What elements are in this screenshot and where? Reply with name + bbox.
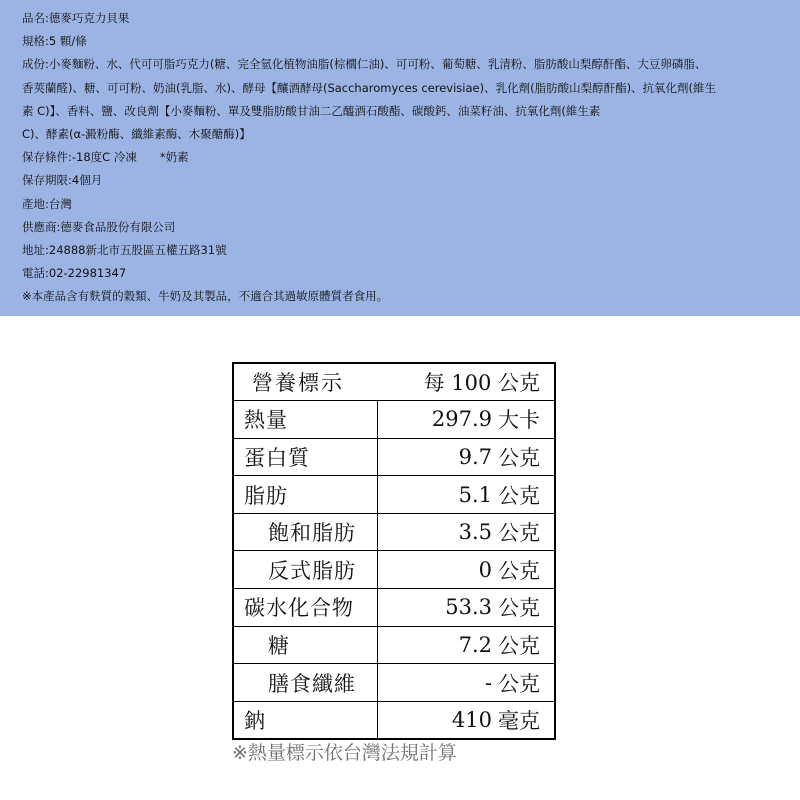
nutrition-title: 營養標示: [252, 371, 344, 396]
nutrition-row-fat: [233, 476, 555, 514]
nutrient-label: 糖: [268, 633, 290, 658]
shelf-life: 保存期限:4個月: [22, 173, 103, 188]
product-spec: 規格:5 顆/條: [22, 34, 87, 49]
nutrient-value: 3.5: [458, 520, 492, 545]
nutrition-row-protein: [233, 438, 555, 476]
nutrient-unit: 大卡: [498, 408, 540, 433]
nutrient-label: 熱量: [244, 408, 288, 433]
supplier: 供應商:德麥食品股份有限公司: [22, 219, 176, 234]
phone: 電話:02-22981347: [22, 266, 127, 281]
nutrient-unit: 公克: [498, 633, 540, 658]
origin: 產地:台灣: [22, 196, 72, 211]
nutrition-footnote: ※熱量標示依台灣法規計算: [232, 742, 457, 764]
ingredients-line: 香莢蘭醛)、糖、可可粉、奶油(乳脂、水)、酵母【釀酒酵母(Saccharomyces cerevisiae)、乳化劑(脂肪酸山梨醇酐酯)、抗氧化劑(維生: [22, 80, 717, 95]
nutrient-label: 碳水化合物: [244, 596, 354, 621]
nutrient-label: 反式脂肪: [268, 558, 356, 583]
nutrient-value: 53.3: [445, 595, 492, 620]
nutrient-value: -: [484, 670, 492, 695]
nutrient-label: 脂肪: [244, 483, 288, 508]
allergen-warning: ※本產品含有麩質的穀類、牛奶及其製品，不適合其過敏原體質者食用。: [22, 289, 389, 304]
nutrition-row-energy: [233, 401, 555, 439]
nutrient-value: 5.1: [458, 482, 492, 507]
nutrient-value: 0: [478, 557, 492, 582]
nutrient-label: 膳食纖維: [268, 671, 356, 696]
ingredients-line: C)、酵素(α-澱粉酶、纖維素酶、木聚醣酶)】: [22, 127, 251, 142]
nutrient-unit: 毫克: [498, 708, 540, 733]
nutrient-label: 飽和脂肪: [268, 521, 356, 546]
address: 地址:24888新北市五股區五權五路31號: [22, 243, 227, 258]
nutrition-row-dietary-fiber: [233, 664, 555, 702]
nutrient-unit: 公克: [498, 445, 540, 470]
nutrient-value: 9.7: [458, 444, 492, 469]
nutrient-value: 7.2: [458, 632, 492, 657]
nutrient-unit: 公克: [498, 596, 540, 621]
nutrition-row-sodium: [233, 701, 555, 739]
ingredients-line: 成份:小麥麵粉、水、代可可脂巧克力(糖、完全氫化植物油脂(棕櫚仁油)、可可粉、葡萄糖、乳清粉、脂肪酸山梨醇酐酯、大豆卵磷脂、: [22, 57, 707, 72]
nutrient-unit: 公克: [498, 521, 540, 546]
nutrition-row-trans-fat: [233, 551, 555, 589]
nutrient-label: 鈉: [244, 708, 266, 733]
nutrition-row-saturated-fat: [233, 513, 555, 551]
product-info-panel: [0, 0, 800, 316]
nutrient-unit: 公克: [498, 558, 540, 583]
nutrient-value: 297.9: [431, 407, 492, 432]
serving-basis: 每 100 公克: [423, 371, 540, 396]
storage-conditions: 保存條件:-18度C 冷凍 *奶素: [22, 150, 189, 165]
nutrition-row-carbohydrate: [233, 589, 555, 627]
nutrition-header-row: [233, 363, 555, 401]
nutrient-unit: 公克: [498, 483, 540, 508]
nutrient-label: 蛋白質: [244, 445, 310, 470]
product-name: 品名:德麥巧克力貝果: [22, 11, 130, 25]
nutrition-facts-table: [232, 362, 556, 740]
nutrient-unit: 公克: [498, 671, 540, 696]
nutrition-row-sugar: [233, 626, 555, 664]
nutrient-value: 410: [451, 707, 492, 732]
ingredients-line: 素 C)】、香料、鹽、改良劑【小麥麵粉、單及雙脂肪酸甘油二乙醯酒石酸酯、碳酸鈣、油菜籽油、抗氧化劑(維生素: [22, 103, 601, 118]
